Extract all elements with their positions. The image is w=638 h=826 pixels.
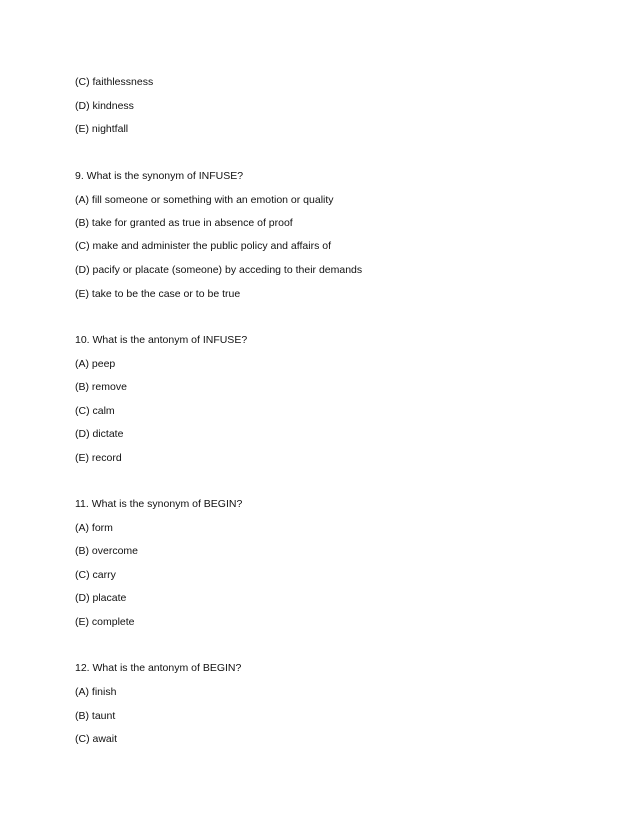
q9-option-c: (C) make and administer the public policy and affairs of	[75, 240, 332, 252]
q11-option-c: (C) carry	[75, 569, 116, 581]
q9-option-a: (A) fill someone or something with an emotion or quality	[75, 194, 334, 206]
q10-option-b: (B) remove	[75, 381, 127, 393]
q11-question: 11. What is the synonym of BEGIN?	[75, 498, 243, 510]
q10-option-a: (A) peep	[75, 358, 116, 370]
q12-option-b: (B) taunt	[75, 710, 116, 722]
q9-option-b: (B) take for granted as true in absence of proof	[75, 217, 293, 229]
q9-question: 9. What is the synonym of INFUSE?	[75, 170, 244, 182]
q10-question: 10. What is the antonym of INFUSE?	[75, 334, 248, 346]
q8-option-c: (C) faithlessness	[75, 76, 154, 88]
q12-option-a: (A) finish	[75, 686, 117, 698]
q10-option-e: (E) record	[75, 452, 122, 464]
q10-option-d: (D) dictate	[75, 428, 124, 440]
q11-option-d: (D) placate	[75, 592, 127, 604]
q8-option-d: (D) kindness	[75, 100, 134, 112]
q9-option-e: (E) take to be the case or to be true	[75, 288, 241, 300]
q8-option-e: (E) nightfall	[75, 123, 129, 135]
q9-option-d: (D) pacify or placate (someone) by acceding to their demands	[75, 264, 363, 276]
q11-option-a: (A) form	[75, 522, 113, 534]
q12-question: 12. What is the antonym of BEGIN?	[75, 662, 242, 674]
q11-option-e: (E) complete	[75, 616, 135, 628]
q10-option-c: (C) calm	[75, 405, 115, 417]
q11-option-b: (B) overcome	[75, 545, 139, 557]
q12-option-c: (C) await	[75, 733, 118, 745]
